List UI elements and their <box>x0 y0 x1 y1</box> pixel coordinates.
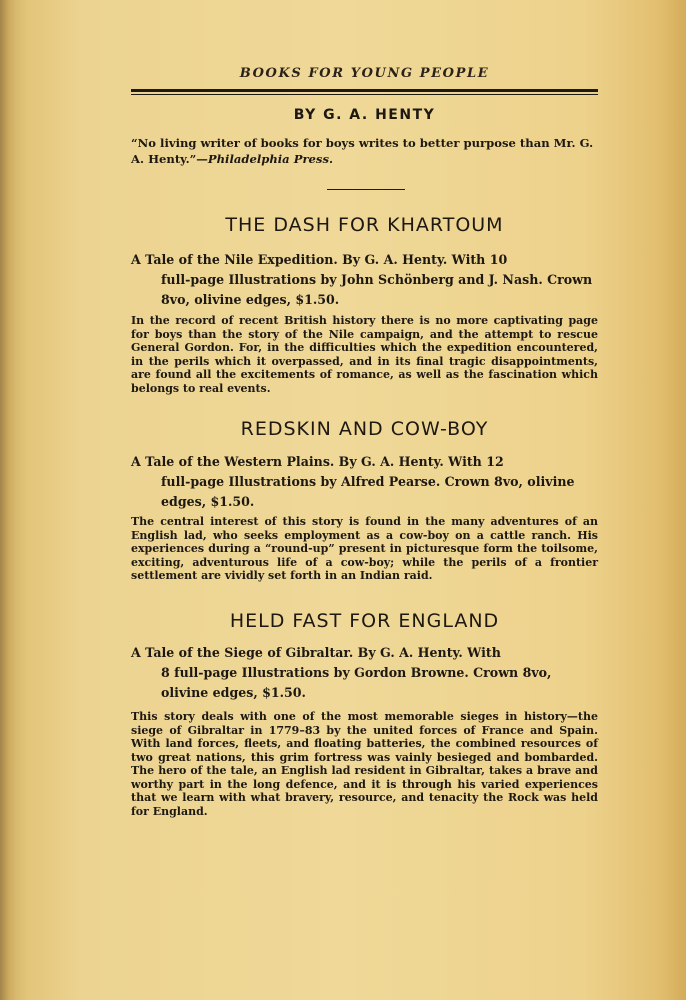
quote-source: Philadelphia Press. <box>207 152 334 166</box>
book-description: This story deals with one of the most memorable sieges in history—the siege of Gibraltar in 1779–83 by the united forces of France and Spain. With land forces, fleets, and floating batteries, the combined resources of two great nations, this grim fortress was vainly besieged and bombarded. The hero of the tale, an English lad resident in Gibraltar, takes a brave and worthy part in the long defence, and it is through his varied experiences that we learn with what bravery, resource, and tenacity the Rock was held for England. <box>131 710 598 818</box>
book-subtitle <box>131 452 598 512</box>
book-description: The central interest of this story is found in the many adventures of an English lad, who seeks employment as a cow-boy on a cattle ranch. His experiences during a “round-up” present in picturesque form the toilsome, exciting, adventurous life of a cow-boy; while the perils of a frontier settlement are vividly set forth in an Indian raid. <box>131 515 598 582</box>
book-title: HELD FAST FOR ENGLAND <box>229 610 500 632</box>
book-subtitle-line: A Tale of the Siege of Gibraltar. By G. A. Henty. With <box>131 645 501 660</box>
running-head: BOOKS FOR YOUNG PEOPLE <box>239 66 490 81</box>
header-rule <box>131 89 598 95</box>
quote-text: “No living writer of books for boys writes to better purpose than Mr. G. A. Henty.”— <box>131 136 594 166</box>
book-subtitle-rest: full-page Illustrations by Alfred Pearse. Crown 8vo, olivine edges, $1.50. <box>161 474 575 509</box>
book-subtitle-rest: 8 full-page Illustrations by Gordon Browne. Crown 8vo, olivine edges, $1.50. <box>161 665 552 700</box>
book-subtitle-rest: full-page Illustrations by John Schönberg and J. Nash. Crown 8vo, olivine edges, $1.50. <box>161 272 593 307</box>
book-subtitle-line: A Tale of the Nile Expedition. By G. A. Henty. With 10 <box>131 252 508 267</box>
section-divider <box>327 189 405 190</box>
book-description: In the record of recent British history there is no more captivating page for boys than the story of the Nile campaign, and the attempt to rescue General Gordon. For, in the difficulties which the expedition encountered, in the perils which it overpassed, and in its final tragic disappointments, are found all the excitements of romance, as well as the fascination which belongs to real events. <box>131 314 598 395</box>
author-heading: BY G. A. HENTY <box>293 107 436 123</box>
book-subtitle <box>131 250 598 310</box>
book-title: THE DASH FOR KHARTOUM <box>225 214 504 236</box>
press-quote <box>131 135 598 167</box>
book-subtitle-line: A Tale of the Western Plains. By G. A. Henty. With 12 <box>131 454 504 469</box>
book-subtitle <box>131 643 598 703</box>
book-title: REDSKIN AND COW-BOY <box>240 418 489 440</box>
